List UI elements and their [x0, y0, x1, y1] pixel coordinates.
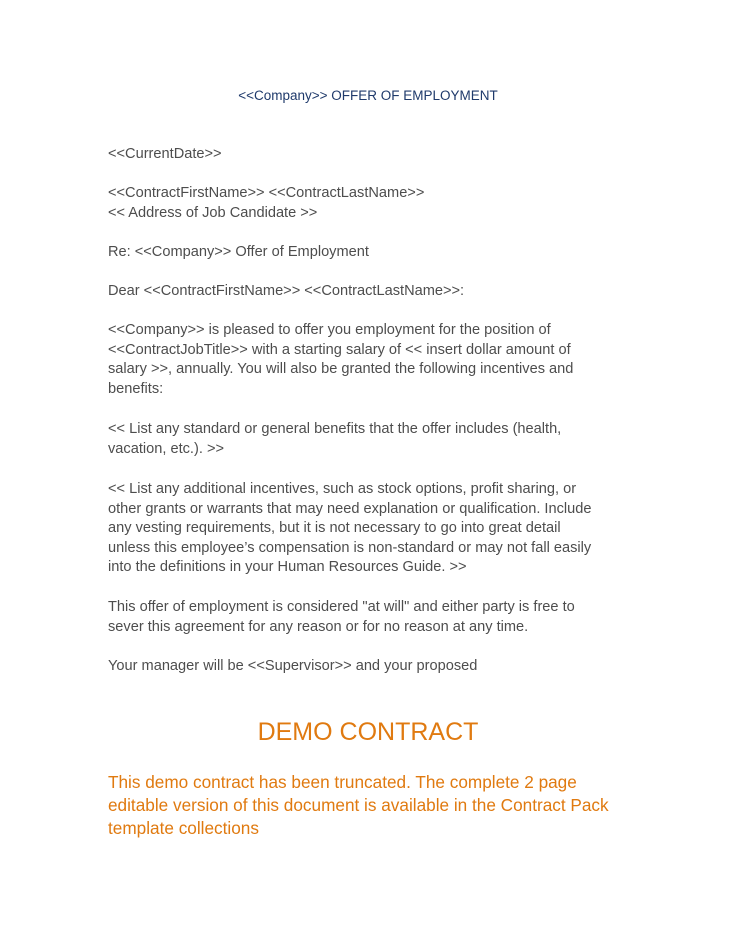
at-will-paragraph [108, 598, 638, 637]
incentives-paragraph-line: other grants or warrants that may need explanation or qualification. Include [108, 500, 592, 517]
re-line-text: Re: <<Company>> Offer of Employment [108, 244, 369, 260]
offer-paragraph-line: <<ContractJobTitle>> with a starting salary of << insert dollar amount of [108, 341, 571, 358]
demo-notice-line: This demo contract has been truncated. The complete 2 page [108, 772, 577, 792]
benefits-paragraph-line: vacation, etc.). >> [108, 440, 225, 457]
demo-contract-heading: DEMO CONTRACT [257, 718, 479, 746]
offer-paragraph-line: salary >>, annually. You will also be granted the following incentives and [108, 361, 574, 378]
incentives-paragraph [108, 480, 638, 578]
current-date [108, 145, 638, 165]
demo-truncation-notice [108, 771, 648, 840]
re-line [108, 243, 638, 263]
recipient-name: <<ContractFirstName>> <<ContractLastName>> [108, 185, 425, 201]
demo-notice-line: template collections [108, 818, 259, 838]
recipient-block [108, 184, 638, 223]
manager-paragraph-line: Your manager will be <<Supervisor>> and your proposed [108, 658, 478, 674]
salutation-text: Dear <<ContractFirstName>> <<ContractLastName>>: [108, 283, 465, 299]
incentives-paragraph-line: unless this employee’s compensation is non-standard or may not fall easily [108, 539, 592, 556]
incentives-paragraph-line: << List any additional incentives, such as stock options, profit sharing, or [108, 481, 577, 497]
benefits-paragraph [108, 420, 638, 459]
current-date-text: <<CurrentDate>> [108, 146, 222, 162]
at-will-paragraph-line: This offer of employment is considered "at will" and either party is free to [108, 599, 575, 615]
document-title: <<Company>> OFFER OF EMPLOYMENT [238, 88, 498, 103]
demo-notice-line: editable version of this document is available in the Contract Pack [108, 795, 609, 815]
incentives-paragraph-line: into the definitions in your Human Resources Guide. >> [108, 559, 467, 576]
incentives-paragraph-line: any vesting requirements, but it is not necessary to go into great detail [108, 520, 561, 537]
manager-paragraph [108, 657, 638, 677]
at-will-paragraph-line: sever this agreement for any reason or for no reason at any time. [108, 618, 529, 635]
recipient-address: << Address of Job Candidate >> [108, 204, 318, 221]
offer-paragraph-line: benefits: [108, 380, 164, 397]
offer-paragraph-line: <<Company>> is pleased to offer you employment for the position of [108, 322, 551, 338]
offer-paragraph [108, 321, 638, 399]
salutation [108, 282, 638, 302]
benefits-paragraph-line: << List any standard or general benefits that the offer includes (health, [108, 421, 562, 437]
